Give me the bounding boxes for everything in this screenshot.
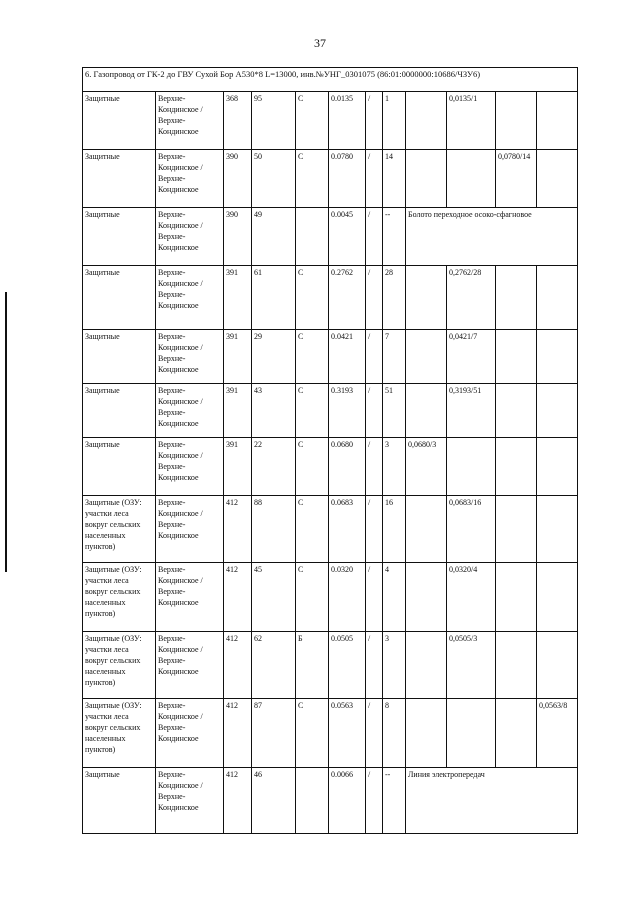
category-cell: Защитные	[83, 384, 156, 438]
quarter-cell: 390	[224, 208, 252, 266]
table-header-row	[83, 68, 578, 92]
value-cell-4	[537, 632, 578, 699]
value-cell-4	[537, 92, 578, 150]
forestry-cell: Верхне-Кондинское / Верхне-Кондинское	[156, 92, 224, 150]
scan-edge-mark	[5, 292, 7, 572]
table-row	[83, 496, 578, 563]
value-cell-4	[537, 384, 578, 438]
group-cell: С	[296, 438, 329, 496]
count-cell: 4	[383, 563, 406, 632]
group-cell: С	[296, 699, 329, 768]
value-cell-4: 0,0563/8	[537, 699, 578, 768]
value-cell-1	[406, 632, 447, 699]
value-cell-2	[447, 438, 496, 496]
category-cell: Защитные (ОЗУ: участки леса вокруг сельских населенных пунктов)	[83, 496, 156, 563]
slash-cell: /	[366, 92, 383, 150]
value-cell-3	[496, 563, 537, 632]
quarter-cell: 391	[224, 330, 252, 384]
area-cell: 0.0780	[329, 150, 366, 208]
value-cell-1	[406, 699, 447, 768]
value-cell-4	[537, 496, 578, 563]
plot-cell: 88	[252, 496, 296, 563]
value-cell-1: 0,0680/3	[406, 438, 447, 496]
forestry-cell: Верхне-Кондинское / Верхне-Кондинское	[156, 563, 224, 632]
group-cell: Б	[296, 632, 329, 699]
value-cell-4	[537, 330, 578, 384]
plot-cell: 22	[252, 438, 296, 496]
group-cell: С	[296, 496, 329, 563]
area-cell: 0.0045	[329, 208, 366, 266]
count-cell: 7	[383, 330, 406, 384]
forestry-cell: Верхне-Кондинское / Верхне-Кондинское	[156, 266, 224, 330]
category-cell: Защитные (ОЗУ: участки леса вокруг сельских населенных пунктов)	[83, 632, 156, 699]
area-cell: 0.0421	[329, 330, 366, 384]
count-cell: 3	[383, 632, 406, 699]
slash-cell: /	[366, 330, 383, 384]
slash-cell: /	[366, 563, 383, 632]
value-cell-3	[496, 330, 537, 384]
count-cell: 3	[383, 438, 406, 496]
group-cell: С	[296, 266, 329, 330]
forestry-cell: Верхне-Кондинское / Верхне-Кондинское	[156, 768, 224, 834]
category-cell: Защитные	[83, 266, 156, 330]
area-cell: 0.0066	[329, 768, 366, 834]
area-cell: 0.0505	[329, 632, 366, 699]
plot-cell: 43	[252, 384, 296, 438]
group-cell: С	[296, 150, 329, 208]
value-cell-1	[406, 496, 447, 563]
value-cell-1	[406, 384, 447, 438]
section-header: 6. Газопровод от ГК-2 до ГВУ Сухой Бор А530*8 L=13000, инв.№УНГ_0301075 (86:01:0000000:10686/ЧЗУ6)	[83, 68, 578, 92]
note-cell: Болото переходное осоко-сфагновое	[406, 208, 578, 266]
count-cell: 28	[383, 266, 406, 330]
value-cell-2: 0,2762/28	[447, 266, 496, 330]
table-row	[83, 150, 578, 208]
group-cell	[296, 768, 329, 834]
count-cell: 8	[383, 699, 406, 768]
forestry-cell: Верхне-Кондинское / Верхне-Кондинское	[156, 496, 224, 563]
table-row	[83, 330, 578, 384]
count-cell: 16	[383, 496, 406, 563]
group-cell	[296, 208, 329, 266]
forestry-cell: Верхне-Кондинское / Верхне-Кондинское	[156, 632, 224, 699]
value-cell-2: 0,0135/1	[447, 92, 496, 150]
count-cell: --	[383, 768, 406, 834]
value-cell-1	[406, 266, 447, 330]
note-cell: Линия электропередач	[406, 768, 578, 834]
table-row	[83, 563, 578, 632]
group-cell: С	[296, 330, 329, 384]
category-cell: Защитные	[83, 768, 156, 834]
table-row	[83, 384, 578, 438]
slash-cell: /	[366, 438, 383, 496]
count-cell: 14	[383, 150, 406, 208]
group-cell: С	[296, 92, 329, 150]
plot-cell: 29	[252, 330, 296, 384]
quarter-cell: 412	[224, 632, 252, 699]
plot-cell: 46	[252, 768, 296, 834]
area-cell: 0.0135	[329, 92, 366, 150]
table-row	[83, 266, 578, 330]
value-cell-4	[537, 266, 578, 330]
quarter-cell: 391	[224, 266, 252, 330]
forestry-cell: Верхне-Кондинское / Верхне-Кондинское	[156, 208, 224, 266]
area-cell: 0.0320	[329, 563, 366, 632]
plot-cell: 87	[252, 699, 296, 768]
category-cell: Защитные	[83, 208, 156, 266]
value-cell-3	[496, 496, 537, 563]
slash-cell: /	[366, 768, 383, 834]
value-cell-3	[496, 438, 537, 496]
value-cell-4	[537, 563, 578, 632]
quarter-cell: 412	[224, 768, 252, 834]
plot-cell: 45	[252, 563, 296, 632]
value-cell-1	[406, 92, 447, 150]
value-cell-3	[496, 384, 537, 438]
page-number: 37	[314, 36, 326, 50]
area-cell: 0.0680	[329, 438, 366, 496]
group-cell: С	[296, 563, 329, 632]
scan-noise	[0, 0, 640, 20]
forestry-cell: Верхне-Кондинское / Верхне-Кондинское	[156, 384, 224, 438]
value-cell-3	[496, 699, 537, 768]
value-cell-2: 0,0683/16	[447, 496, 496, 563]
value-cell-1	[406, 150, 447, 208]
forest-plots-table	[82, 67, 578, 834]
area-cell: 0.3193	[329, 384, 366, 438]
plot-cell: 61	[252, 266, 296, 330]
value-cell-2	[447, 150, 496, 208]
plot-cell: 50	[252, 150, 296, 208]
slash-cell: /	[366, 384, 383, 438]
value-cell-3	[496, 92, 537, 150]
category-cell: Защитные	[83, 150, 156, 208]
category-cell: Защитные	[83, 438, 156, 496]
area-cell: 0.0683	[329, 496, 366, 563]
quarter-cell: 391	[224, 384, 252, 438]
value-cell-4	[537, 438, 578, 496]
table-row	[83, 768, 578, 834]
slash-cell: /	[366, 266, 383, 330]
quarter-cell: 412	[224, 563, 252, 632]
quarter-cell: 390	[224, 150, 252, 208]
quarter-cell: 412	[224, 699, 252, 768]
forestry-cell: Верхне-Кондинское / Верхне-Кондинское	[156, 438, 224, 496]
slash-cell: /	[366, 496, 383, 563]
count-cell: --	[383, 208, 406, 266]
category-cell: Защитные (ОЗУ: участки леса вокруг сельских населенных пунктов)	[83, 563, 156, 632]
category-cell: Защитные	[83, 92, 156, 150]
value-cell-2: 0,0505/3	[447, 632, 496, 699]
value-cell-1	[406, 563, 447, 632]
plot-cell: 49	[252, 208, 296, 266]
value-cell-4	[537, 150, 578, 208]
area-cell: 0.0563	[329, 699, 366, 768]
value-cell-1	[406, 330, 447, 384]
value-cell-2: 0,0320/4	[447, 563, 496, 632]
value-cell-3	[496, 266, 537, 330]
plot-cell: 95	[252, 92, 296, 150]
category-cell: Защитные	[83, 330, 156, 384]
quarter-cell: 368	[224, 92, 252, 150]
quarter-cell: 391	[224, 438, 252, 496]
plot-cell: 62	[252, 632, 296, 699]
table-row	[83, 632, 578, 699]
table-row	[83, 438, 578, 496]
slash-cell: /	[366, 208, 383, 266]
table-row	[83, 208, 578, 266]
table-row	[83, 699, 578, 768]
value-cell-3	[496, 632, 537, 699]
value-cell-2: 0,0421/7	[447, 330, 496, 384]
forestry-cell: Верхне-Кондинское / Верхне-Кондинское	[156, 150, 224, 208]
area-cell: 0.2762	[329, 266, 366, 330]
forestry-cell: Верхне-Кондинское / Верхне-Кондинское	[156, 699, 224, 768]
forestry-cell: Верхне-Кондинское / Верхне-Кондинское	[156, 330, 224, 384]
value-cell-2	[447, 699, 496, 768]
quarter-cell: 412	[224, 496, 252, 563]
value-cell-2: 0,3193/51	[447, 384, 496, 438]
slash-cell: /	[366, 150, 383, 208]
table-row	[83, 92, 578, 150]
value-cell-3: 0,0780/14	[496, 150, 537, 208]
group-cell: С	[296, 384, 329, 438]
count-cell: 51	[383, 384, 406, 438]
category-cell: Защитные (ОЗУ: участки леса вокруг сельских населенных пунктов)	[83, 699, 156, 768]
slash-cell: /	[366, 632, 383, 699]
count-cell: 1	[383, 92, 406, 150]
slash-cell: /	[366, 699, 383, 768]
